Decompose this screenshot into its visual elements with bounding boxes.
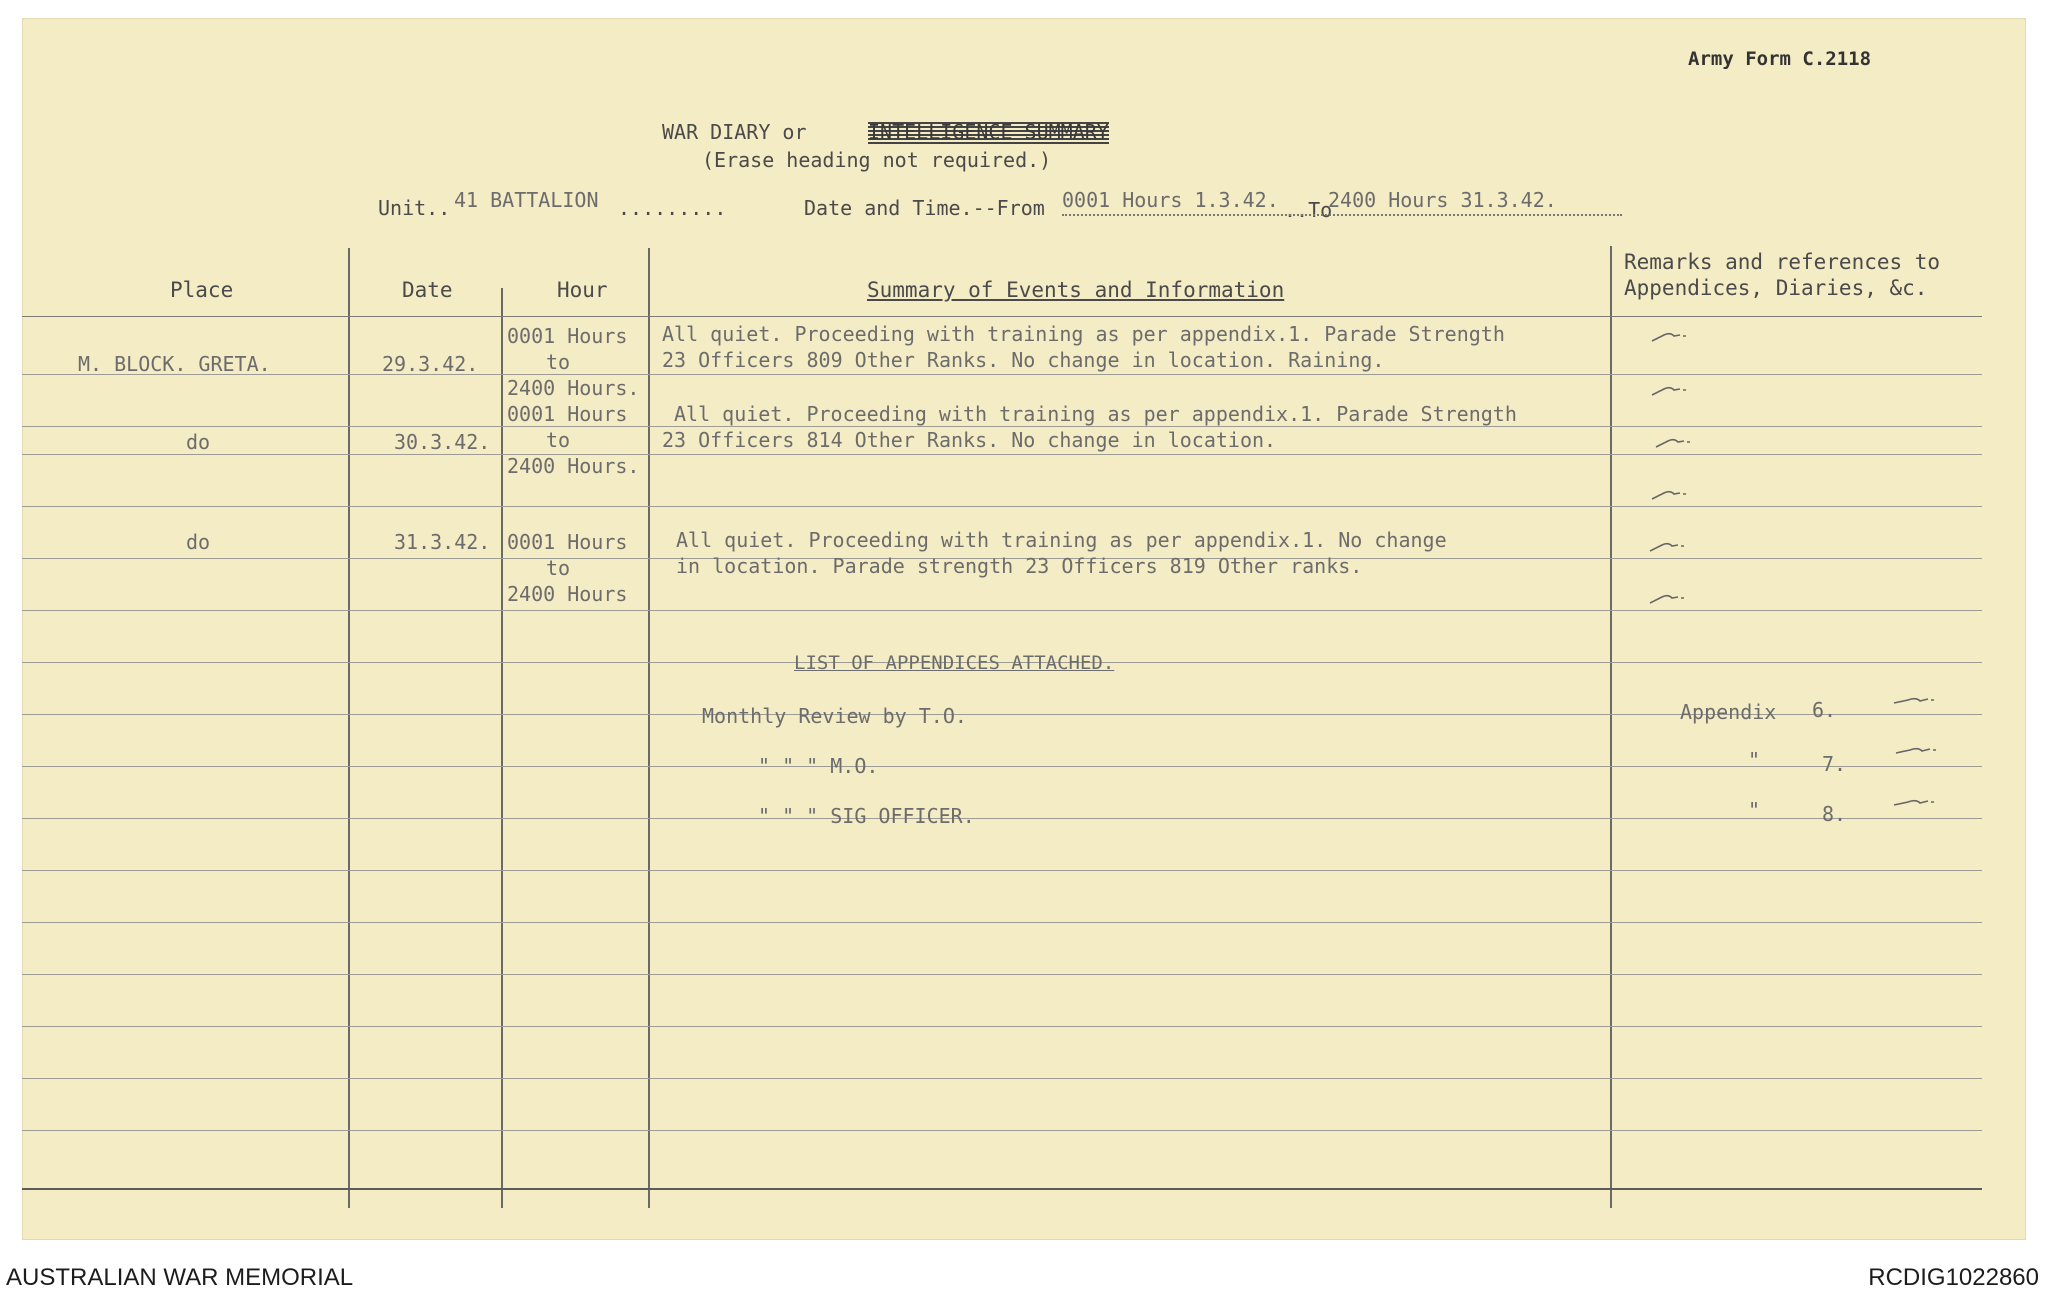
appendix-ref-num: 6. <box>1812 698 1837 722</box>
initials-mark <box>1650 384 1690 398</box>
rule-hour-summary <box>648 248 650 1208</box>
from-value: 0001 Hours 1.3.42. <box>1062 188 1279 212</box>
ruled-line <box>22 610 1982 611</box>
ruled-line <box>22 454 1982 455</box>
initials-mark <box>1650 330 1690 344</box>
ruled-line <box>22 1078 1982 1079</box>
footer-source: AUSTRALIAN WAR MEMORIAL <box>6 1264 354 1291</box>
initials-mark <box>1892 796 1938 810</box>
initials-mark <box>1894 744 1940 758</box>
entry-date: 31.3.42. <box>394 530 491 554</box>
header-rule <box>22 316 1982 317</box>
ruled-line <box>22 1026 1982 1027</box>
col-header-place: Place <box>170 278 234 302</box>
entry-hour-from: 0001 Hours <box>507 530 628 554</box>
entry-place: do <box>186 530 211 554</box>
appendix-item-text: Monthly Review by T.O. <box>702 704 967 728</box>
entry-place: do <box>186 430 211 454</box>
subtitle: (Erase heading not required.) <box>702 148 1052 172</box>
entry-hour-to-word: to <box>546 556 571 580</box>
ruled-line <box>22 426 1982 427</box>
entry-summary-line1: All quiet. Proceeding with training as per appendix.1. Parade Strength <box>662 322 1505 346</box>
entry-hour-from: 0001 Hours <box>507 402 628 426</box>
entry-date: 30.3.42. <box>394 430 491 454</box>
initials-mark <box>1654 436 1694 450</box>
title-prefix: WAR DIARY or <box>662 120 807 144</box>
entry-hour-to: 2400 Hours <box>507 582 628 606</box>
ruled-line <box>22 1130 1982 1131</box>
entry-hour-from: 0001 Hours <box>507 324 628 348</box>
col-header-summary: Summary of Events and Information <box>867 278 1285 302</box>
appendices-heading: LIST OF APPENDICES ATTACHED. <box>794 652 1115 674</box>
appendix-ref-word: Appendix <box>1680 700 1777 724</box>
appendix-ref-word: " <box>1748 748 1761 772</box>
initials-mark <box>1650 488 1690 502</box>
ruled-line <box>22 374 1982 375</box>
initials-mark <box>1648 592 1688 606</box>
appendix-ref-num: 7. <box>1822 752 1847 776</box>
entry-summary-line1: All quiet. Proceeding with training as per appendix.1. No change <box>676 528 1447 552</box>
struck-title: INTELLIGENCE SUMMARY <box>868 120 1109 144</box>
entry-summary-line2: in location. Parade strength 23 Officers 819 Other ranks. <box>676 554 1363 578</box>
ruled-line <box>22 766 1982 767</box>
appendix-ref-word: " <box>1748 798 1761 822</box>
entry-summary-line2: 23 Officers 809 Other Ranks. No change in location. Raining. <box>662 348 1385 372</box>
col-header-remarks-1: Remarks and references to <box>1624 250 1941 274</box>
ruled-line <box>22 506 1982 507</box>
form-number: Army Form C.2118 <box>1688 48 1872 70</box>
col-header-remarks-2: Appendices, Diaries, &c. <box>1624 276 1928 300</box>
unit-value: 41 BATTALION <box>454 188 599 212</box>
rule-summary-remarks <box>1610 246 1612 1208</box>
unit-dots: ......... <box>618 196 727 220</box>
appendix-ref-num: 8. <box>1822 802 1847 826</box>
appendix-item-text: " " " SIG OFFICER. <box>758 804 975 828</box>
bottom-rule <box>22 1188 1982 1190</box>
entry-hour-to: 2400 Hours. <box>507 454 640 478</box>
entry-summary-line1: All quiet. Proceeding with training as per appendix.1. Parade Strength <box>674 402 1517 426</box>
entry-summary-line2: 23 Officers 814 Other Ranks. No change in location. <box>662 428 1277 452</box>
datetime-label: Date and Time.--From <box>804 196 1045 220</box>
entry-hour-to-word: to <box>546 428 571 452</box>
to-label: ..To <box>1284 198 1333 222</box>
datetime-dotted-line <box>1062 214 1622 217</box>
entry-place: M. BLOCK. GRETA. <box>78 352 271 376</box>
footer-record-id: RCDIG1022860 <box>1868 1264 2039 1291</box>
to-value: 2400 Hours 31.3.42. <box>1328 188 1557 212</box>
entry-hour-to: 2400 Hours. <box>507 376 640 400</box>
war-diary-sheet <box>22 18 2026 1240</box>
ruled-line <box>22 818 1982 819</box>
initials-mark <box>1648 540 1688 554</box>
initials-mark <box>1892 694 1938 708</box>
col-header-date: Date <box>402 278 453 302</box>
entry-hour-to-word: to <box>546 350 571 374</box>
appendix-item-text: " " " M.O. <box>758 754 879 778</box>
ruled-line <box>22 922 1982 923</box>
unit-label: Unit.. <box>378 196 451 220</box>
rule-place-date <box>348 248 350 1208</box>
ruled-line <box>22 870 1982 871</box>
col-header-hour: Hour <box>557 278 608 302</box>
ruled-line <box>22 974 1982 975</box>
entry-date: 29.3.42. <box>382 352 479 376</box>
